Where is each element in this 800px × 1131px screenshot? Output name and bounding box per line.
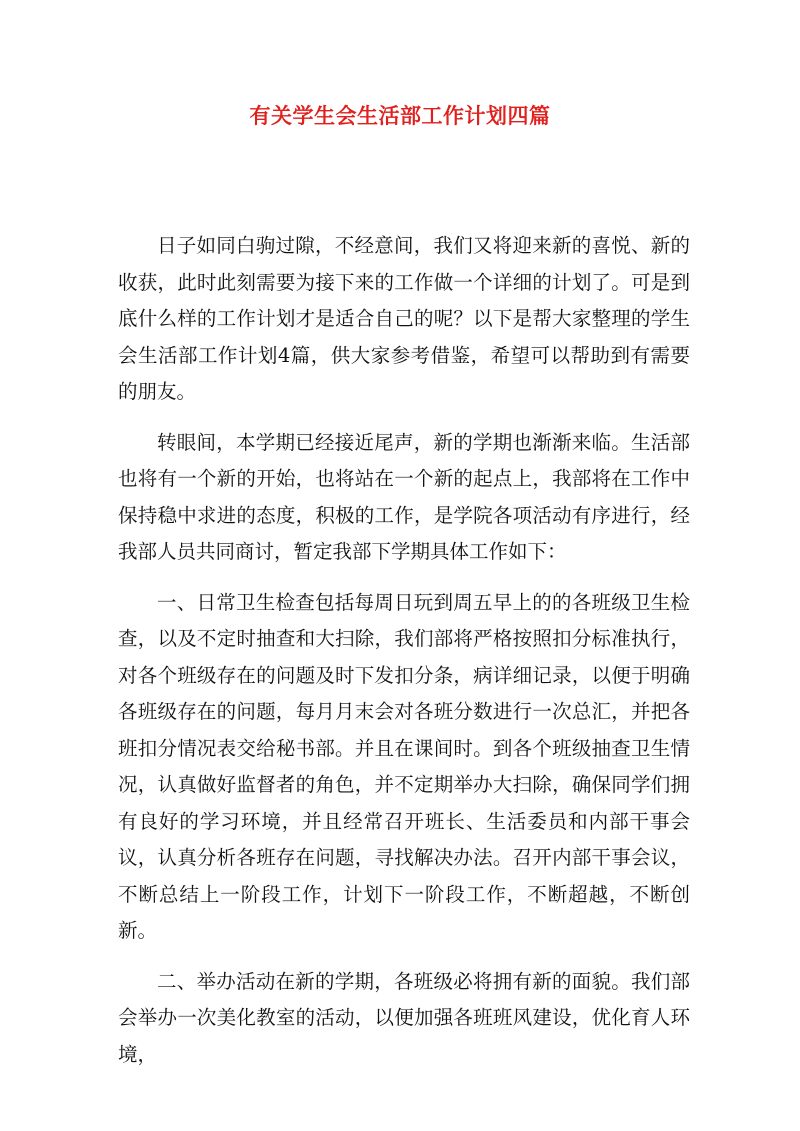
document-title: 有关学生会生活部工作计划四篇 [249,103,551,128]
paragraph-overview: 转眼间，本学期已经接近尾声，新的学期也渐渐来临。生活部也将有一个新的开始，也将站在一个新的起点上，我部将在工作中保持稳中求进的态度，积极的工作，是学院各项活动有序进行，经我部人员共同商讨，暂定我部下学期具体工作如下： [118,430,690,563]
paragraph-intro: 日子如同白驹过隙，不经意间，我们又将迎来新的喜悦、新的收获，此时此刻需要为接下来的工作做一个详细的计划了。可是到底什么样的工作计划才是适合自己的呢？以下是帮大家整理的学生会生活部工作计划4篇，供大家参考借鉴，希望可以帮助到有需要的朋友。 [118,234,690,403]
document-body [118,228,690,1073]
paragraph-item-1: 一、日常卫生检查包括每周日玩到周五早上的的各班级卫生检查，以及不定时抽查和大扫除，我们部将严格按照扣分标准执行，对各个班级存在的问题及时下发扣分条，病详细记录，以便于明确各班级存在的问题，每月月末会对各班分数进行一次总汇，并把各班扣分情况表交给秘书部。并且在课间时。到各个班级抽查卫生情况，认真做好监督者的角色，并不定期举办大扫除，确保同学们拥有良好的学习环境，并且经常召开班长、生活委员和内部干事会议，认真分析各班存在问题，寻找解决办法。召开内部干事会议，不断总结上一阶段工作，计划下一阶段工作，不断超越，不断创新。 [118,590,690,942]
paragraph-item-2: 二、举办活动在新的学期，各班级必将拥有新的面貌。我们部会举办一次美化教室的活动，以便加强各班班风建设，优化育人环境， [118,969,690,1066]
